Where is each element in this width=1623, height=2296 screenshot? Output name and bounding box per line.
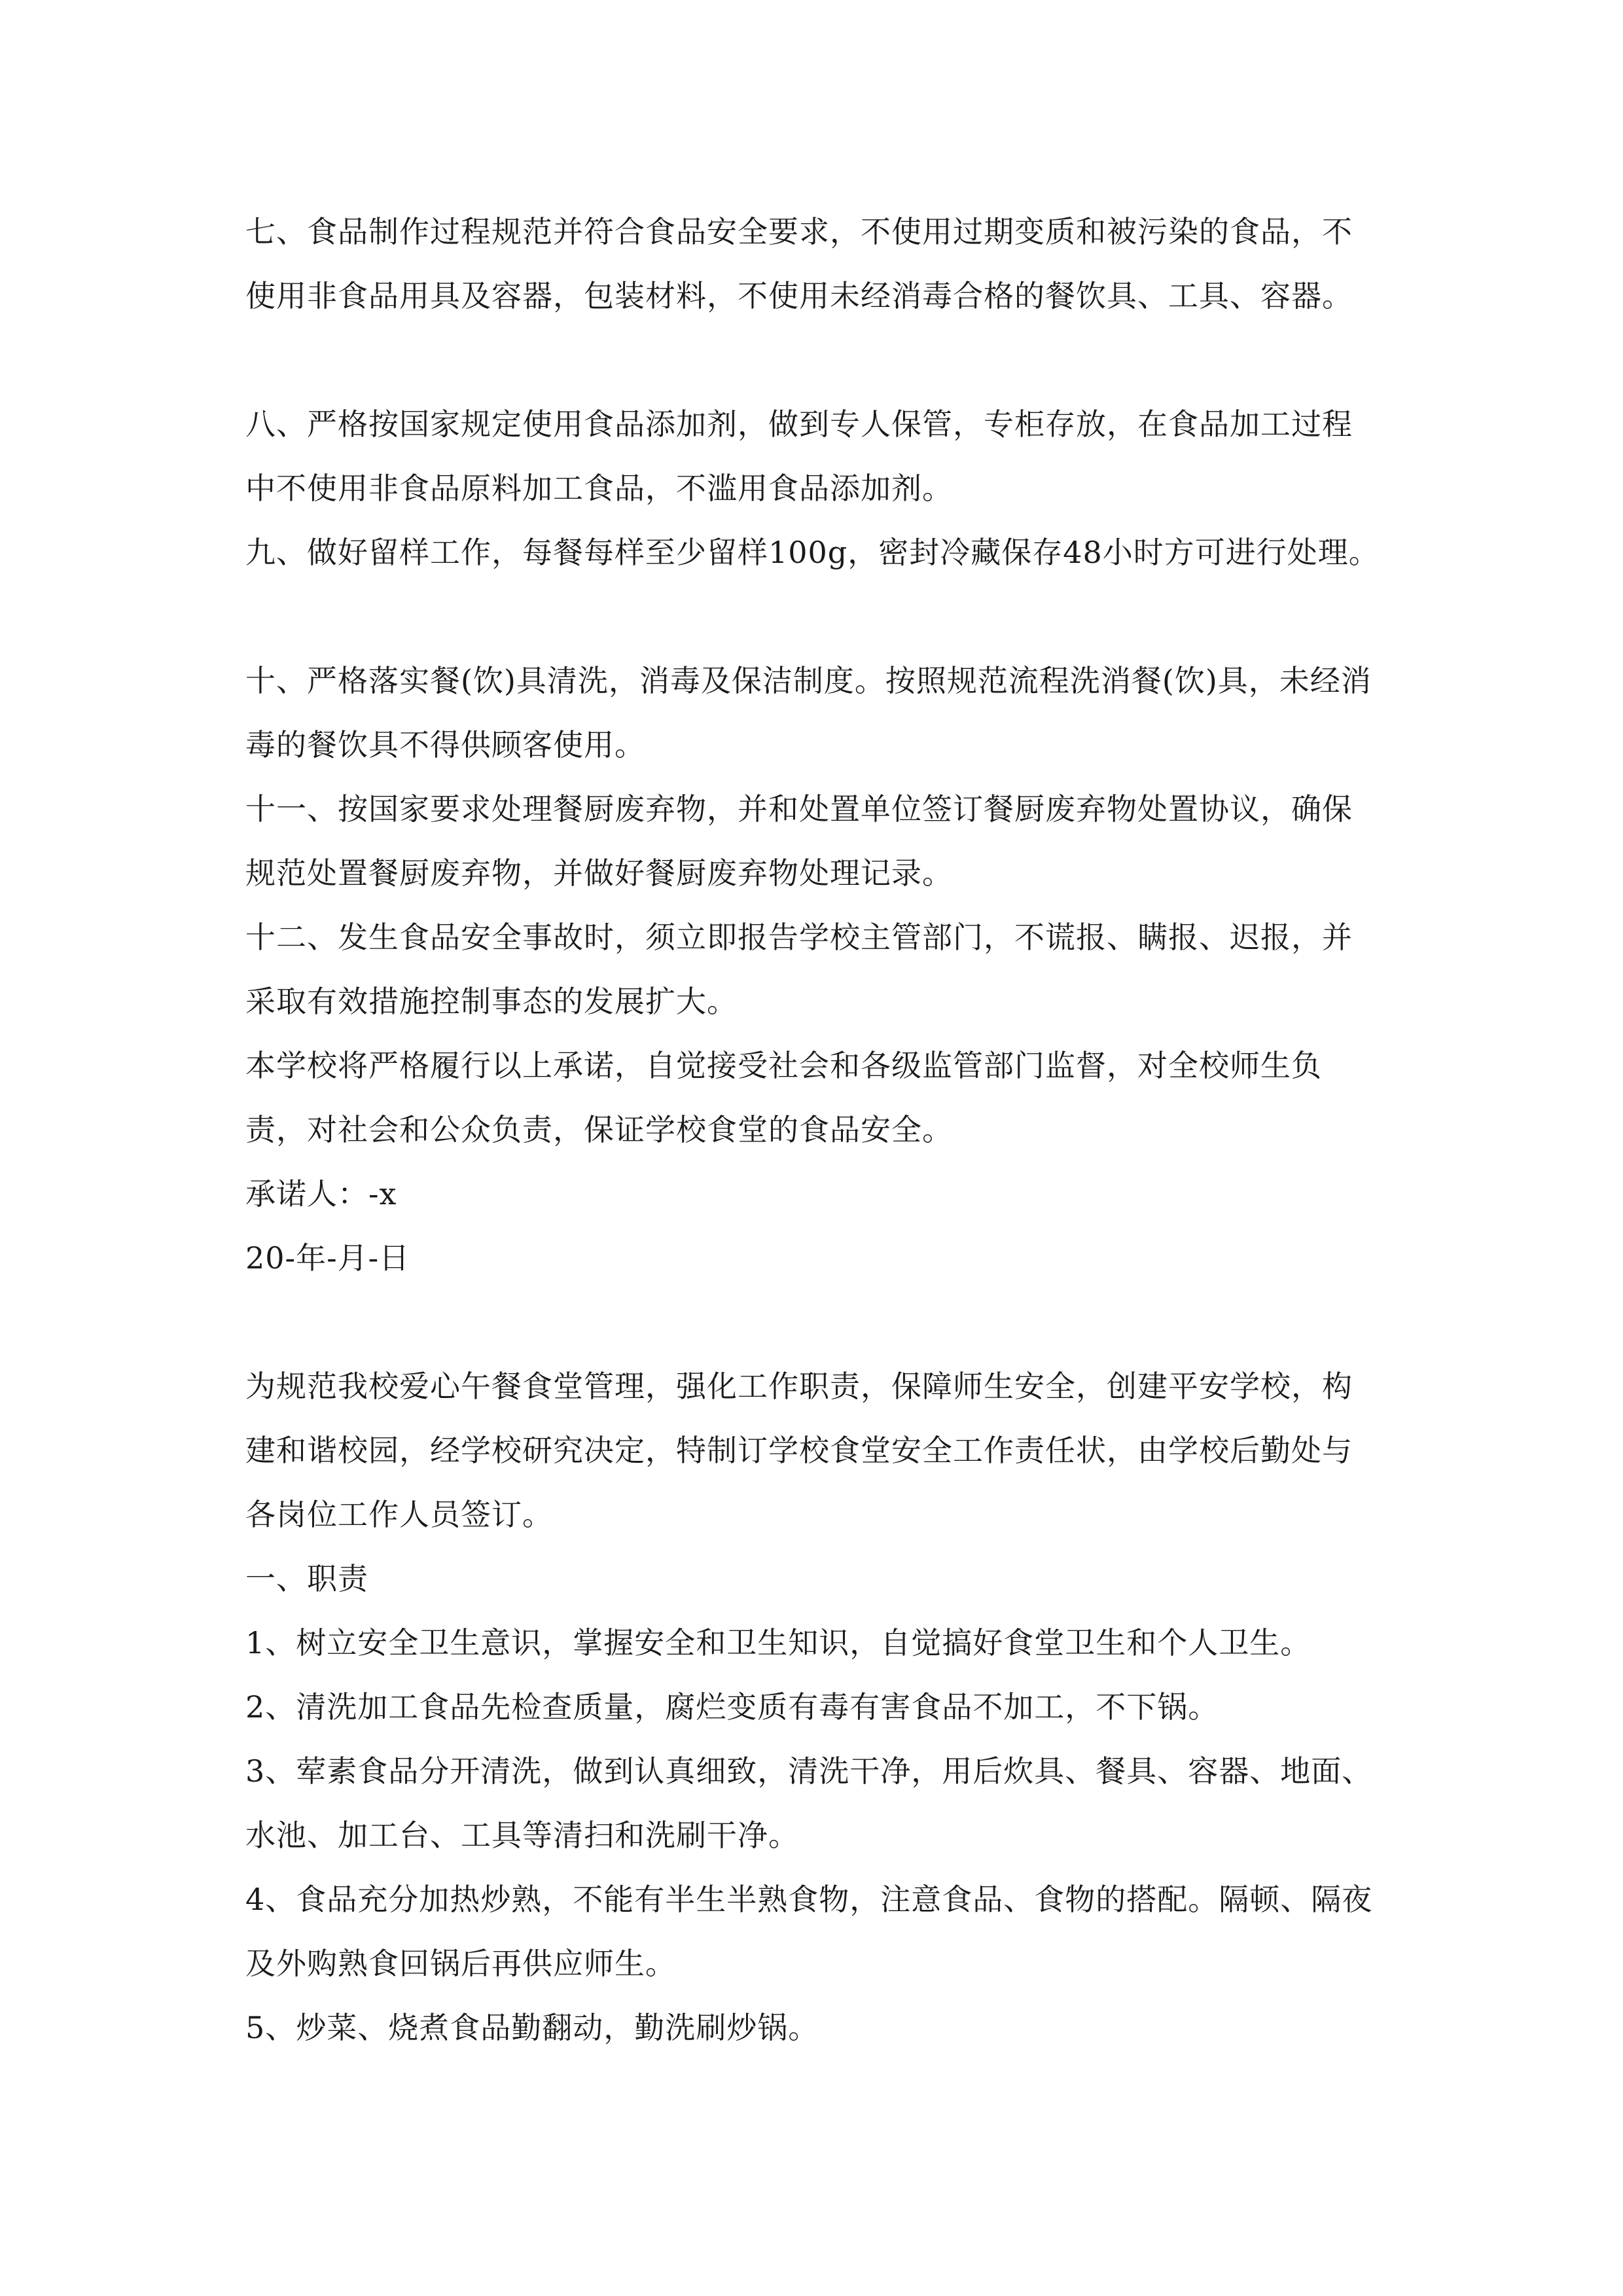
promisor-line: 承诺人：-x (245, 1176, 397, 1211)
paragraph-item-11: 十一、按国家要求处理餐厨废弃物，并和处置单位签订餐厨废弃物处置协议，确保规范处置餐厨废弃物，并做好餐厨废弃物处理记录。 (245, 791, 1353, 891)
duty-item-5: 5、炒菜、烧煮食品勤翻动，勤洗刷炒锅。 (245, 2010, 819, 2045)
duty-item-4: 4、食品充分加热炒熟，不能有半生半熟食物，注意食品、食物的搭配。隔顿、隔夜及外购熟食回锅后再供应师生。 (245, 1882, 1373, 1981)
intro-paragraph: 为规范我校爱心午餐食堂管理，强化工作职责，保障师生安全，创建平安学校，构建和谐校园，经学校研究决定，特制订学校食堂安全工作责任状，由学校后勤处与各岗位工作人员签订。 (245, 1369, 1353, 1532)
paragraph-item-9: 九、做好留样工作，每餐每样至少留样100g，密封冷藏保存48小时方可进行处理。 (245, 535, 1380, 570)
section-heading-duties: 一、职责 (245, 1561, 368, 1596)
paragraph-item-12: 十二、发生食品安全事故时，须立即报告学校主管部门，不谎报、瞒报、迟报，并采取有效措施控制事态的发展扩大。 (245, 920, 1353, 1019)
duty-item-2: 2、清洗加工食品先检查质量，腐烂变质有毒有害食品不加工，不下锅。 (245, 1689, 1219, 1725)
commitment-statement: 本学校将严格履行以上承诺，自觉接受社会和各级监管部门监督，对全校师生负责，对社会和公众负责，保证学校食堂的食品安全。 (245, 1048, 1322, 1147)
paragraph-item-10: 十、严格落实餐(饮)具清洗，消毒及保洁制度。按照规范流程洗消餐(饮)具，未经消毒的餐饮具不得供顾客使用。 (245, 663, 1372, 762)
paragraph-item-8: 八、严格按国家规定使用食品添加剂，做到专人保管，专柜存放，在食品加工过程中不使用非食品原料加工食品，不滥用食品添加剂。 (245, 406, 1353, 506)
duty-item-1: 1、树立安全卫生意识，掌握安全和卫生知识，自觉搞好食堂卫生和个人卫生。 (245, 1625, 1311, 1660)
duty-item-3: 3、荤素食品分开清洗，做到认真细致，清洗干净，用后炊具、餐具、容器、地面、水池、加工台、工具等清扫和洗刷干净。 (245, 1753, 1373, 1853)
date-line: 20-年-月-日 (245, 1240, 410, 1276)
paragraph-item-7: 七、食品制作过程规范并符合食品安全要求，不使用过期变质和被污染的食品，不使用非食品用具及容器，包装材料，不使用未经消毒合格的餐饮具、工具、容器。 (245, 214, 1353, 314)
